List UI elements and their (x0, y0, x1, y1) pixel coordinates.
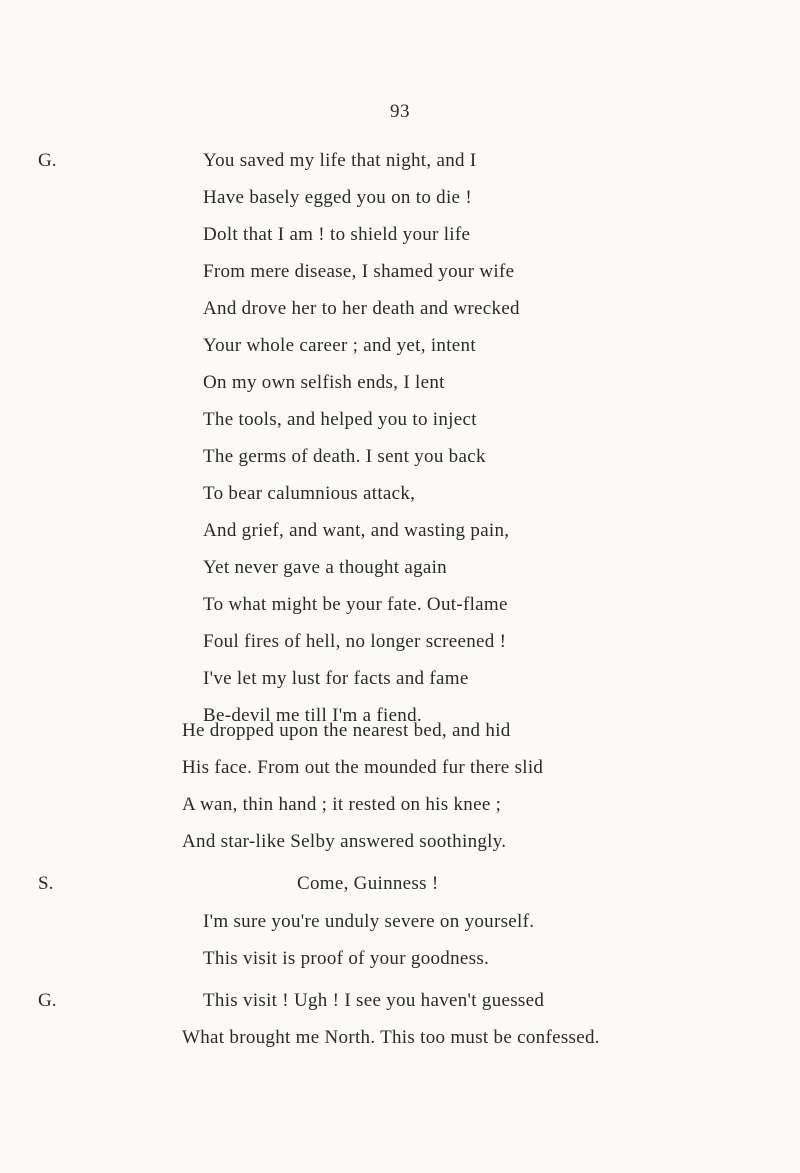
verse-line: Have basely egged you on to die ! (203, 187, 472, 208)
page-number: 93 (390, 101, 410, 122)
verse-line: Come, Guinness ! (297, 873, 439, 894)
narration-line: And star-like Selby answered soothingly. (182, 831, 507, 852)
verse-line: You saved my life that night, and I (203, 150, 477, 171)
verse-line: From mere disease, I shamed your wife (203, 261, 515, 282)
verse-line: Dolt that I am ! to shield your life (203, 224, 471, 245)
verse-line: I've let my lust for facts and fame (203, 668, 469, 689)
speaker-label-s: S. (38, 873, 54, 894)
verse-line: I'm sure you're unduly severe on yourself. (203, 911, 535, 932)
narration-line: A wan, thin hand ; it rested on his knee ; (182, 794, 502, 815)
verse-line: Yet never gave a thought again (203, 557, 447, 578)
narration-line: His face. From out the mounded fur there slid (182, 757, 544, 778)
verse-line: To bear calumnious attack, (203, 483, 416, 504)
verse-line: This visit ! Ugh ! I see you haven't guessed (203, 990, 545, 1011)
verse-line: And drove her to her death and wrecked (203, 298, 520, 319)
verse-line: Your whole career ; and yet, intent (203, 335, 476, 356)
verse-line: On my own selfish ends, I lent (203, 372, 445, 393)
verse-line: Be-devil me till I'm a fiend. (203, 705, 422, 726)
verse-line: This visit is proof of your goodness. (203, 948, 490, 969)
verse-line: What brought me North. This too must be confessed. (182, 1027, 600, 1048)
verse-line: And grief, and want, and wasting pain, (203, 520, 510, 541)
speaker-label-g: G. (38, 150, 57, 171)
verse-line: The germs of death. I sent you back (203, 446, 486, 467)
narration-line: He dropped upon the nearest bed, and hid (182, 720, 511, 741)
verse-line: The tools, and helped you to inject (203, 409, 477, 430)
speaker-label-g: G. (38, 990, 57, 1011)
verse-line: To what might be your fate. Out-flame (203, 594, 508, 615)
verse-line: Foul fires of hell, no longer screened ! (203, 631, 507, 652)
